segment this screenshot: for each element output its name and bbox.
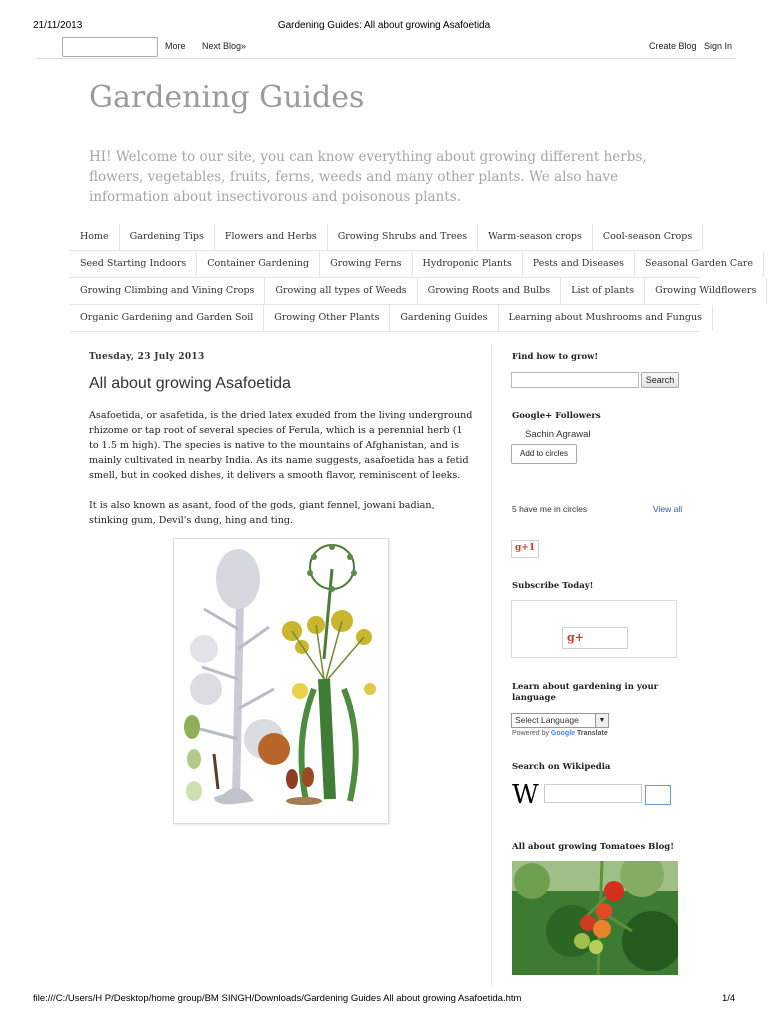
sidebar-search-input[interactable] (511, 372, 639, 388)
tomatoes-image[interactable] (512, 861, 678, 975)
pages-row-4 (70, 305, 700, 332)
page-tab[interactable]: Growing Roots and Bulbs (418, 278, 562, 304)
page-tab[interactable]: Warm-season crops (478, 224, 593, 250)
post-title[interactable]: All about growing Asafoetida (89, 375, 291, 392)
pages-row-3 (70, 278, 757, 305)
page-tab[interactable]: Growing Shrubs and Trees (328, 224, 478, 250)
page-tab[interactable]: Seasonal Garden Care (635, 251, 764, 277)
gplus-icon: g+ (567, 631, 584, 644)
page-tab[interactable]: Hydroponic Plants (413, 251, 523, 277)
post-paragraph-2: It is also known as asant, food of the gods, giant fennel, jowani badian, stinking gum, Devil's dung, hing and ting. (89, 500, 435, 526)
view-all-link[interactable]: View all (653, 504, 683, 514)
gplus-one-button[interactable] (511, 540, 539, 558)
page-tab[interactable]: Flowers and Herbs (215, 224, 328, 250)
sidebar-divider (491, 345, 492, 985)
page-tab[interactable]: Gardening Tips (120, 224, 215, 250)
pages-nav (70, 224, 757, 332)
page-tab[interactable]: List of plants (561, 278, 645, 304)
page-tab[interactable]: Growing Wildflowers (645, 278, 767, 304)
tomatoes-blog-title: All about growing Tomatoes Blog! (512, 842, 674, 852)
botanical-drawing (174, 539, 388, 823)
blog-title[interactable]: Gardening Guides (89, 80, 365, 115)
subscribe-widget (511, 600, 677, 658)
search-button[interactable]: Search (641, 372, 679, 388)
page-tab[interactable]: Organic Gardening and Garden Soil (70, 305, 264, 331)
powered-by-google-translate (512, 730, 608, 737)
post-body (89, 408, 474, 543)
post-date: Tuesday, 23 July 2013 (89, 352, 205, 362)
print-page-number: 1/4 (722, 993, 736, 1004)
language-title: Learn about gardening in your language (512, 682, 659, 703)
wikipedia-logo: W (512, 780, 539, 810)
asafoetida-illustration[interactable] (173, 538, 389, 824)
translate-link[interactable]: Translate (577, 730, 608, 737)
powered-by-label: Powered by (512, 730, 549, 737)
tomato-plant-photo (512, 861, 678, 975)
wikipedia-search-button[interactable] (645, 785, 671, 805)
next-blog-link[interactable]: Next Blog» (202, 41, 247, 51)
wikipedia-title: Search on Wikipedia (512, 762, 611, 772)
navbar-divider (36, 58, 736, 59)
page-tab[interactable]: Growing all types of Weeds (265, 278, 417, 304)
language-select[interactable] (511, 713, 609, 728)
page-tab[interactable]: Pests and Diseases (523, 251, 635, 277)
google-followers-title: Google+ Followers (512, 411, 601, 421)
blog-description: HI! Welcome to our site, you can know everything about growing different herbs, flowers, vegetables, fruits, ferns, weeds and many other plants. We also have information about insectivorous and poisonous plants. (89, 149, 647, 205)
follower-name[interactable]: Sachin Agrawal (525, 429, 591, 440)
sign-in-link[interactable]: Sign In (704, 41, 733, 51)
page-tab[interactable]: Growing Other Plants (264, 305, 390, 331)
pages-row-1 (70, 224, 700, 251)
page-tab[interactable]: Growing Ferns (320, 251, 412, 277)
circles-count: 5 have me in circles (512, 504, 588, 514)
post-paragraph-1: Asafoetida, or asafetida, is the dried latex exuded from the living underground rhizome or tap root of several species of Ferula, which is a perennial herb (1 to 1.5 m high). The species is native to the mountains of Afghanistan, and is mainly cultivated in nearby India. As its name suggests, asafoetida has a fetid smell, but in cooked dishes, it delivers a smooth flavor, reminiscent of leeks. (89, 410, 473, 481)
language-select-value: Select Language (515, 715, 579, 725)
find-how-to-grow-title: Find how to grow! (512, 352, 599, 362)
chevron-down-icon: ▼ (595, 714, 608, 727)
print-title: Gardening Guides: All about growing Asafoetida (277, 20, 491, 31)
page-tab[interactable]: Seed Starting Indoors (70, 251, 197, 277)
page-tab[interactable]: Learning about Mushrooms and Fungus (499, 305, 713, 331)
google-logo: Google (550, 730, 576, 737)
add-to-circles-button[interactable]: Add to circles (511, 444, 577, 464)
gplus-badge-button[interactable] (562, 627, 628, 649)
page-tab[interactable]: Cool-season Crops (593, 224, 703, 250)
navbar-search-input[interactable] (62, 37, 158, 57)
pages-row-2 (70, 251, 753, 278)
gplus-one-icon: g+1 (515, 543, 536, 553)
blogger-navbar (0, 36, 768, 58)
more-link[interactable]: More (165, 41, 186, 51)
print-file-path: file:///C:/Users/H P/Desktop/home group/BM SINGH/Downloads/Gardening Guides All about growing Asafoetida.htm (33, 993, 522, 1004)
wikipedia-search-input[interactable] (544, 784, 642, 803)
subscribe-title: Subscribe Today! (512, 581, 594, 591)
page-tab[interactable]: Container Gardening (197, 251, 320, 277)
page-tab[interactable]: Gardening Guides (390, 305, 498, 331)
page-tab[interactable]: Home (70, 224, 120, 250)
print-date: 21/11/2013 (33, 20, 83, 31)
create-blog-link[interactable]: Create Blog (649, 41, 697, 51)
page-tab[interactable]: Growing Climbing and Vining Crops (70, 278, 265, 304)
